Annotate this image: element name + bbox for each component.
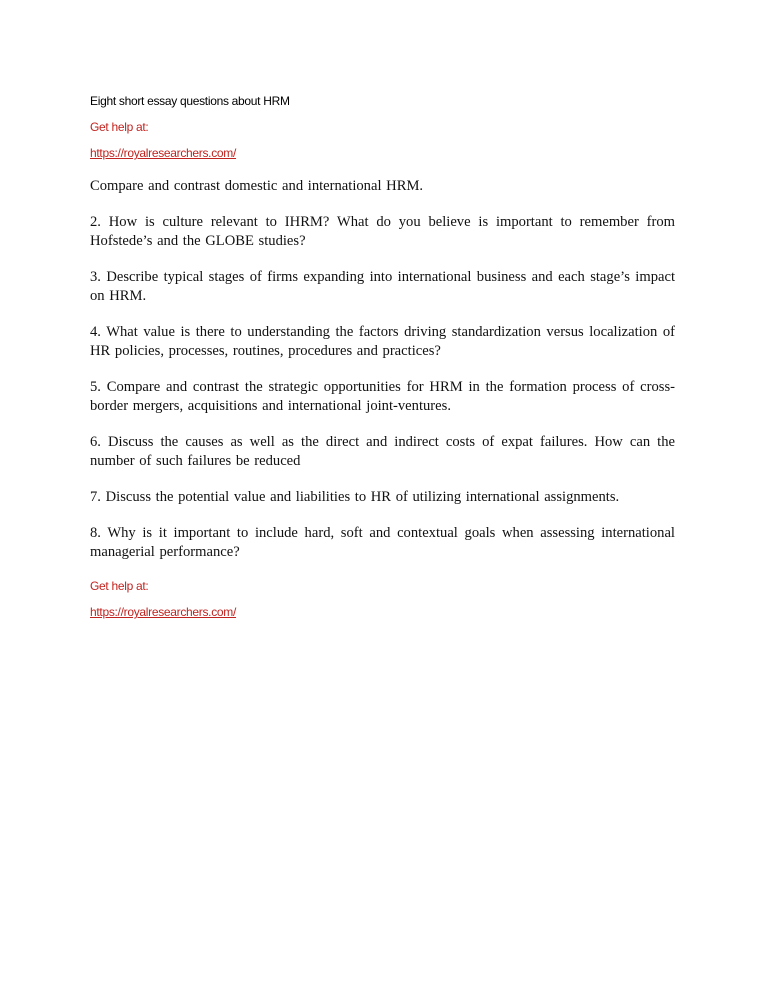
question-3: 3. Describe typical stages of firms expanding into international business and each stage’s impact on HRM. <box>90 269 675 304</box>
footer-help-link-container <box>90 605 675 619</box>
question-5: 5. Compare and contrast the strategic opportunities for HRM in the formation process of cross-border mergers, acquisitions and international joint-ventures. <box>90 379 675 414</box>
document-heading: Eight short essay questions about HRM <box>90 94 290 108</box>
footer-help-link[interactable]: https://royalresearchers.com/ <box>90 605 237 619</box>
question-list <box>90 177 675 562</box>
help-link-container <box>90 146 675 160</box>
question-4: 4. What value is there to understanding the factors driving standardization versus localization of HR policies, processes, routines, procedures and practices? <box>90 324 675 359</box>
question-1: Compare and contrast domestic and international HRM. <box>90 178 424 194</box>
question-8: 8. Why is it important to include hard, soft and contextual goals when assessing international managerial performance? <box>90 525 675 560</box>
help-link[interactable]: https://royalresearchers.com/ <box>90 146 237 160</box>
get-help-label: Get help at: <box>90 120 149 134</box>
question-6: 6. Discuss the causes as well as the direct and indirect costs of expat failures. How can the number of such failures be reduced <box>90 434 675 469</box>
question-7: 7. Discuss the potential value and liabilities to HR of utilizing international assignments. <box>90 489 620 505</box>
footer-get-help-label: Get help at: <box>90 579 149 593</box>
document-body <box>90 94 675 636</box>
question-2: 2. How is culture relevant to IHRM? What do you believe is important to remember from Hofstede’s and the GLOBE studies? <box>90 214 675 249</box>
